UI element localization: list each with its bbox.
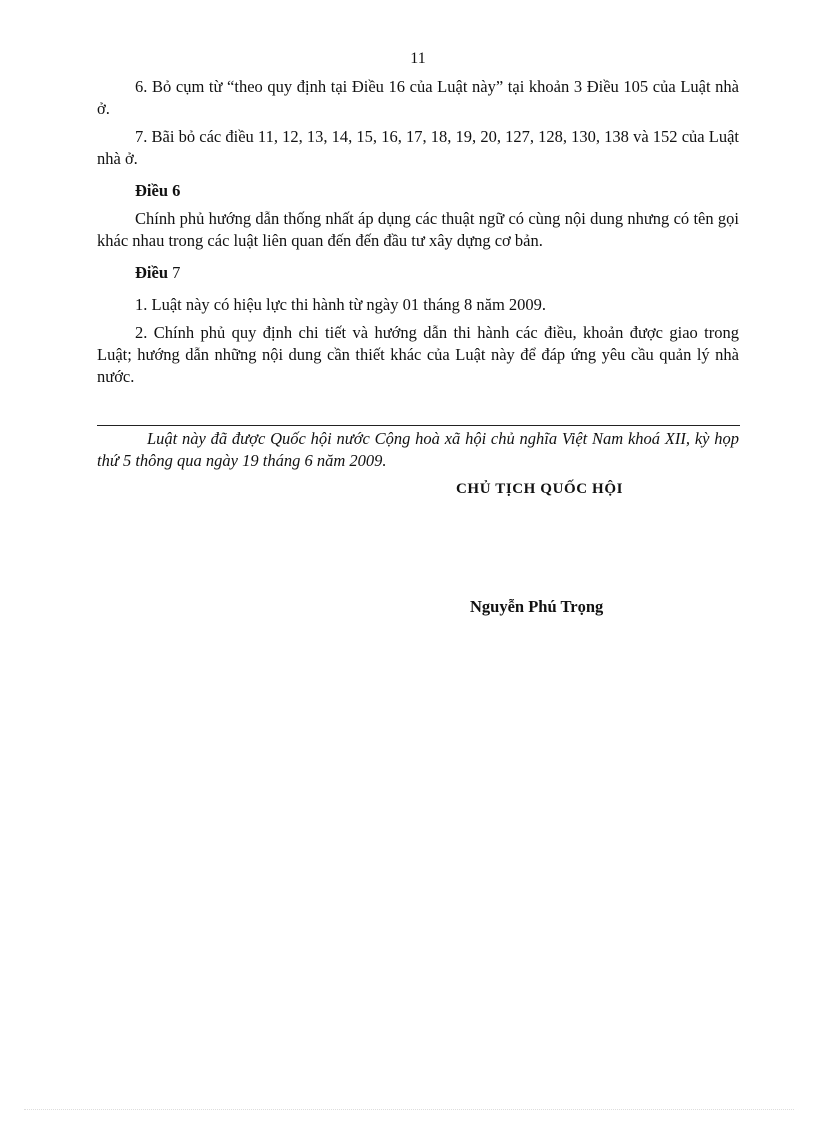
article-6-text: Chính phủ hướng dẫn thống nhất áp dụng các thuật ngữ có cùng nội dung nhưng có tên gọi khác nhau trong các luật liên quan đến đến đầu tư xây dựng cơ bản. (97, 209, 739, 250)
page-bottom-border (24, 1109, 794, 1110)
adoption-statement: Luật này đã được Quốc hội nước Cộng hoà xã hội chủ nghĩa Việt Nam khoá XII, kỳ họp thứ 5 thông qua ngày 19 tháng 6 năm 2009. (97, 429, 739, 470)
article-7-clause-1: 1. Luật này có hiệu lực thi hành từ ngày 01 tháng 8 năm 2009. (135, 295, 547, 314)
article-6-heading-text: Điều 6 (135, 181, 181, 200)
signer-title: CHỦ TỊCH QUỐC HỘI (456, 481, 624, 497)
clause-6: 6. Bỏ cụm từ “theo quy định tại Điều 16 của Luật này” tại khoản 3 Điều 105 của Luật nhà ở. (97, 77, 739, 118)
separator-line (97, 425, 740, 426)
clause-7: 7. Bãi bỏ các điều 11, 12, 13, 14, 15, 16, 17, 18, 19, 20, 127, 128, 130, 138 và 152 của Luật nhà ở. (97, 127, 739, 168)
article-7-clause-2: 2. Chính phủ quy định chi tiết và hướng dẫn thi hành các điều, khoản được giao trong Luật; hướng dẫn những nội dung cần thiết khác của Luật này để đáp ứng yêu cầu quản lý nhà nước. (97, 323, 739, 386)
document-body (97, 76, 739, 388)
article-7-heading-number: 7 (168, 263, 181, 282)
signer-name: Nguyễn Phú Trọng (470, 597, 604, 616)
article-7-heading (97, 262, 739, 284)
article-7-heading-word: Điều (135, 263, 168, 282)
page-number: 11 (410, 50, 426, 67)
article-6-heading (97, 180, 739, 202)
